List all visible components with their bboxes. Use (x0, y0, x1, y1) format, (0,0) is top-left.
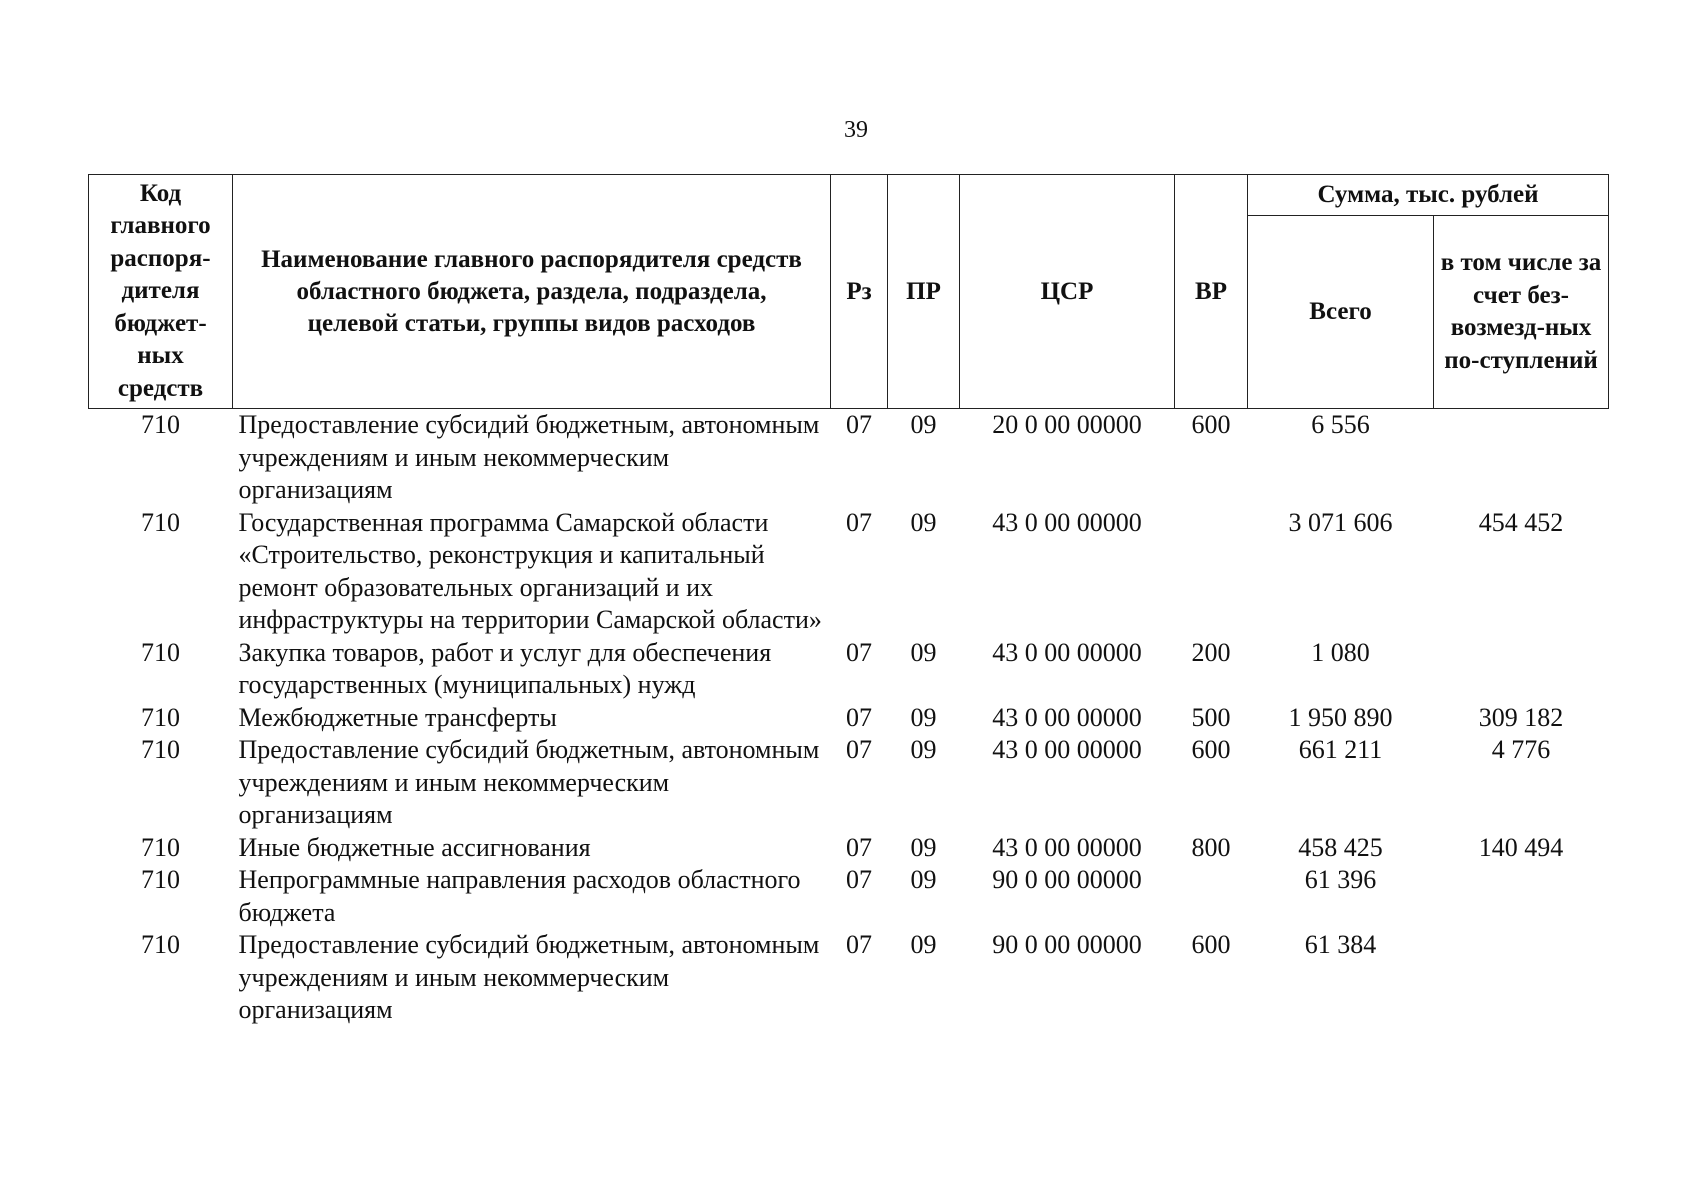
header-grant: в том числе за счет без-возмезд-ных по-ступлений (1434, 216, 1609, 409)
table-header (89, 175, 1609, 409)
cell-csr: 43 0 00 00000 (992, 832, 1142, 862)
table-row (89, 637, 1609, 702)
cell-vr: 200 (1191, 637, 1231, 667)
cell-total: 1 080 (1311, 637, 1370, 667)
header-sum-group: Сумма, тыс. рублей (1248, 175, 1609, 216)
cell-rz: 07 (846, 702, 872, 732)
cell-grant (1434, 864, 1609, 929)
cell-code: 710 (141, 702, 180, 732)
cell-rz: 07 (846, 637, 872, 667)
table-body (89, 409, 1609, 1027)
cell-grant: 309 182 (1478, 702, 1564, 732)
table-row (89, 864, 1609, 929)
cell-grant (1434, 637, 1609, 702)
cell-rz: 07 (846, 507, 872, 537)
cell-vr (1175, 864, 1248, 929)
budget-table (88, 174, 1609, 1027)
cell-name: Закупка товаров, работ и услуг для обеспечения государственных (муниципальных) нужд (238, 637, 772, 699)
header-csr: ЦСР (960, 175, 1175, 409)
cell-name: Предоставление субсидий бюджетным, автономным учреждениям и иным некоммерческим организациям (238, 410, 820, 504)
page-number: 39 (844, 117, 868, 143)
cell-vr: 500 (1191, 702, 1231, 732)
header-pr: ПР (888, 175, 960, 409)
header-total: Всего (1248, 216, 1434, 409)
table-row (89, 929, 1609, 1027)
cell-grant: 454 452 (1478, 507, 1564, 537)
header-code: Код главного распоря-дителя бюджет-ных средств (89, 175, 233, 409)
cell-csr: 43 0 00 00000 (992, 637, 1142, 667)
cell-name: Предоставление субсидий бюджетным, автономным учреждениям и иным некоммерческим организациям (238, 735, 820, 829)
cell-pr: 09 (910, 930, 937, 959)
cell-vr: 600 (1191, 410, 1231, 439)
cell-total: 3 071 606 (1288, 507, 1393, 537)
table-row (89, 507, 1609, 637)
cell-vr: 800 (1191, 832, 1231, 862)
cell-name: Иные бюджетные ассигнования (238, 832, 591, 862)
cell-vr: 600 (1191, 735, 1231, 764)
cell-pr: 09 (910, 702, 937, 732)
cell-total: 458 425 (1298, 832, 1383, 862)
cell-pr: 09 (910, 410, 937, 439)
cell-csr: 20 0 00 00000 (992, 410, 1142, 439)
table-row (89, 409, 1609, 507)
cell-total: 6 556 (1311, 410, 1370, 439)
cell-grant (1434, 929, 1609, 1027)
cell-rz: 07 (846, 865, 872, 894)
cell-pr: 09 (910, 735, 937, 764)
cell-vr: 600 (1191, 930, 1231, 959)
header-vr: ВР (1175, 175, 1248, 409)
cell-name: Государственная программа Самарской области «Строительство, реконструкция и капитальный ремонт образовательных организаций и их инфраструктуры на территории Самарской области» (238, 507, 822, 634)
cell-grant: 140 494 (1478, 832, 1564, 862)
cell-pr: 09 (910, 865, 937, 894)
cell-rz: 07 (846, 832, 872, 862)
cell-csr: 43 0 00 00000 (992, 735, 1142, 764)
cell-name: Предоставление субсидий бюджетным, автономным учреждениям и иным некоммерческим организациям (238, 930, 820, 1024)
cell-name: Непрограммные направления расходов областного бюджета (238, 865, 801, 927)
cell-pr: 09 (910, 507, 937, 537)
cell-code: 710 (141, 637, 180, 667)
cell-rz: 07 (846, 930, 872, 959)
cell-rz: 07 (846, 735, 872, 764)
cell-vr (1175, 507, 1248, 637)
cell-code: 710 (141, 507, 180, 537)
cell-total: 61 384 (1304, 930, 1377, 959)
cell-total: 661 211 (1298, 735, 1383, 764)
table-row (89, 832, 1609, 865)
cell-csr: 43 0 00 00000 (992, 507, 1142, 537)
cell-pr: 09 (910, 832, 937, 862)
table-row (89, 702, 1609, 735)
cell-name: Межбюджетные трансферты (238, 702, 557, 732)
cell-csr: 90 0 00 00000 (992, 930, 1142, 959)
cell-rz: 07 (846, 410, 872, 439)
cell-total: 1 950 890 (1288, 702, 1393, 732)
cell-total: 61 396 (1304, 865, 1377, 894)
header-name: Наименование главного распорядителя средств областного бюджета, раздела, подраздела, целевой статьи, группы видов расходов (233, 175, 831, 409)
cell-code: 710 (141, 930, 180, 959)
cell-csr: 90 0 00 00000 (992, 865, 1142, 894)
header-rz: Рз (831, 175, 888, 409)
cell-csr: 43 0 00 00000 (992, 702, 1142, 732)
cell-grant (1434, 409, 1609, 507)
cell-code: 710 (141, 410, 180, 439)
cell-code: 710 (141, 735, 180, 764)
cell-code: 710 (141, 865, 180, 894)
table-row (89, 734, 1609, 832)
cell-grant: 4 776 (1491, 735, 1551, 764)
cell-pr: 09 (910, 637, 937, 667)
cell-code: 710 (141, 832, 180, 862)
